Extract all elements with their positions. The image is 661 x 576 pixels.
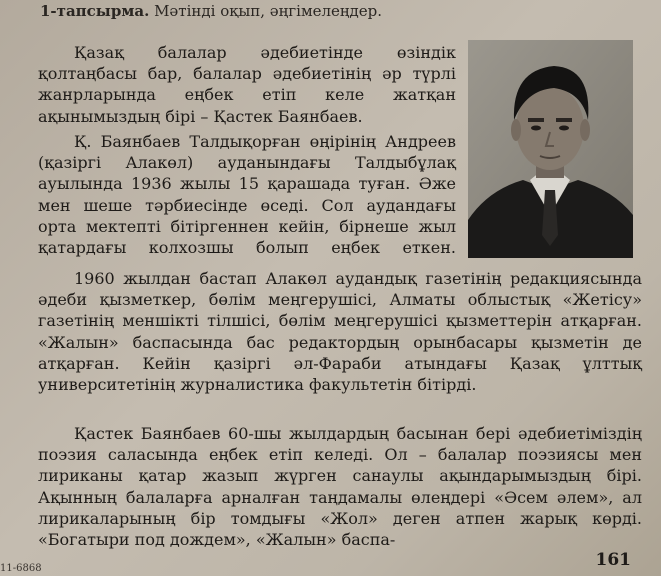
- portrait-photo: [468, 40, 633, 258]
- task-header: [40, 2, 382, 20]
- paragraph-biography: Қ. Баянбаев Талдықорған өңірінің Андреев (қазіргі Алакөл) ауданындағы Талдыбұлақ ауылында 1936 жылы 15 қарашада туған. Әже мен шеше тәрбиесінде өседі. Сол аудандағы орта мектепті бітіргеннен кейін, бірнеше жыл қатардағы колхозшы болып еңбек еткен.: [38, 132, 456, 258]
- task-instruction: Мәтінді оқып, әңгімелеңдер.: [149, 2, 382, 20]
- paragraph-intro: Қазақ балалар әдебиетінде өзіндік қолтаңбасы бар, балалар әдебиетінің әр түрлі жанрларында еңбек етіп келе жатқан ақынымыздың бірі – Қастек Баянбаев.: [38, 43, 456, 126]
- portrait-icon: [468, 40, 633, 258]
- print-code: 11-6868: [0, 563, 42, 574]
- page-number: 161: [595, 550, 631, 570]
- paragraph-poetry: Қастек Баянбаев 60-шы жылдардың басынан бері әдебиетіміздің поэзия саласында еңбек етіп келеді. Ол – балалар поэзиясы мен лириканы қатар жазып жүрген санаулы ақындарымыздың бірі. Ақынның балаларға арналған таңдамалы өлеңдері «Әсем әлем», ал лирикаларының бір томдығы «Жол» деген атпен жарық көрді. «Богатыри под дождем», «Жалын» баспа-: [38, 424, 642, 550]
- paragraph-career: 1960 жылдан бастап Алакөл аудандық газетінің редакциясында әдеби қызметкер, бөлім меңгерушісі, Алматы облыстық «Жетісу» газетінің меншікті тілшісі, бөлім меңгерушісі қызметтерін атқарған. «Жалын» баспасында бас редактордың орынбасары қызметін де атқарған. Кейін қазіргі әл-Фараби атындағы Қазақ ұлттық университетінің журналистика факультетін бітірді.: [38, 269, 642, 395]
- task-label: 1-тапсырма.: [40, 2, 150, 20]
